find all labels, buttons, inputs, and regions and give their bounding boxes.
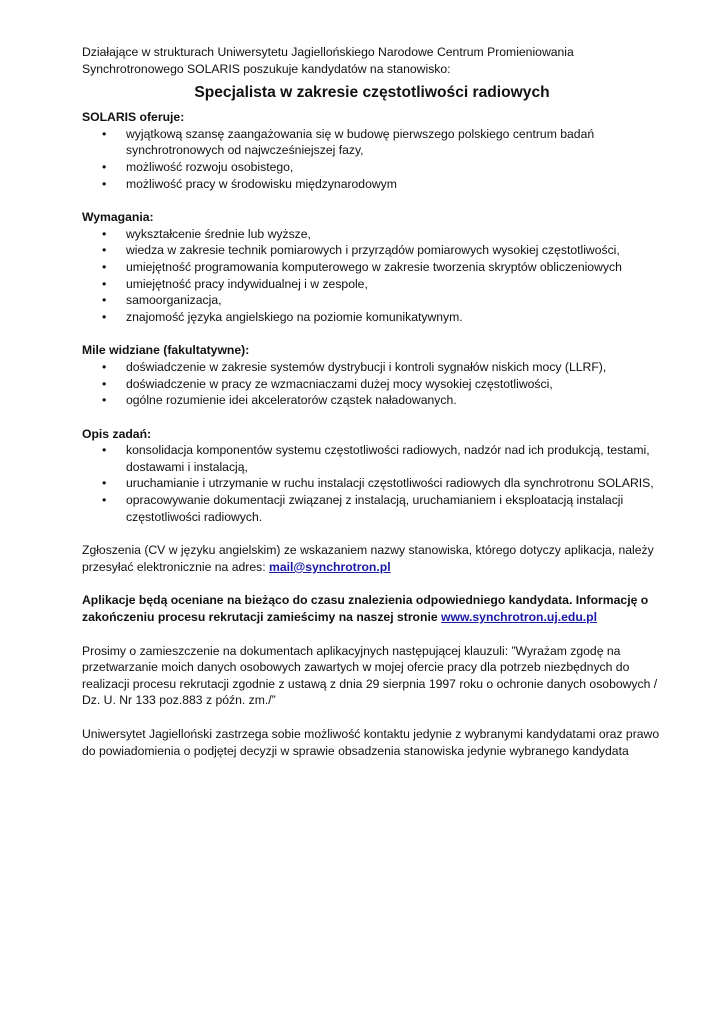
- bullet-icon: •: [102, 493, 107, 508]
- bullet-icon: •: [102, 276, 107, 291]
- bullet-icon: •: [102, 126, 107, 141]
- section-requirements: [82, 209, 662, 325]
- list-item: • umiejętność pracy indywidualnej i w zespole,: [102, 276, 368, 291]
- bullet-icon: •: [102, 226, 107, 241]
- bullet-icon: •: [102, 293, 107, 308]
- section-offer: [82, 109, 662, 192]
- disclaimer-paragraph: Uniwersytet Jagielloński zastrzega sobie możliwość kontaktu jedynie z wybranymi kandydatami oraz prawo do powiadomienia o podjętej decyzji w sprawie obsadzenia stanowiska jedynie wybranego kandydata: [82, 727, 660, 758]
- list-item: • umiejętność programowania komputerowego w zakresie tworzenia skryptów obliczeniowych: [102, 259, 622, 274]
- consent-clause-paragraph: Prosimy o zamieszczenie na dokumentach aplikacyjnych następującej klauzuli: ”Wyrażam zgodę na przetwarzanie moich danych osobowych zawartych w mojej ofercie pracy dla potrzeb niezbędnych do realizacji procesu rekrutacji zgodnie z ustawą z dnia 29 sierpnia 1997 roku o ochronie danych osobowych / Dz. U. Nr 133 poz.883 z późn. zm./”: [82, 643, 658, 708]
- document-body: [82, 44, 662, 759]
- email-link[interactable]: mail@synchrotron.pl: [268, 559, 391, 574]
- list-item: • uruchamianie i utrzymanie w ruchu instalacji częstotliwości radiowych dla synchrotronu SOLARIS,: [102, 476, 654, 491]
- evaluation-paragraph: [82, 592, 662, 625]
- bullet-icon: •: [102, 393, 107, 408]
- section-nice-to-have: [82, 342, 662, 408]
- bullet-icon: •: [102, 359, 107, 374]
- list-item: • doświadczenie w pracy ze wzmacniaczami dużej mocy wysokiej częstotliwości,: [102, 376, 553, 391]
- bullet-list: [82, 226, 662, 326]
- intro-paragraph: Działające w strukturach Uniwersytetu Jagiellońskiego Narodowe Centrum Promieniowania Synchrotronowego SOLARIS poszukuje kandydatów na stanowisko:: [82, 45, 574, 76]
- bullet-icon: •: [102, 476, 107, 491]
- section-heading: Mile widziane (fakultatywne):: [82, 343, 250, 358]
- application-text: Zgłoszenia (CV w języku angielskim) ze wskazaniem nazwy stanowiska, którego dotyczy aplikacja, należy przesyłać elektronicznie na adres:: [82, 543, 654, 574]
- bullet-icon: •: [102, 176, 107, 191]
- bullet-icon: •: [102, 309, 107, 324]
- bullet-icon: •: [102, 259, 107, 274]
- section-heading: Opis zadań:: [82, 426, 152, 441]
- bullet-list: [82, 359, 662, 409]
- section-tasks: [82, 426, 662, 526]
- bullet-icon: •: [102, 443, 107, 458]
- list-item: • możliwość pracy w środowisku międzynarodowym: [102, 176, 397, 191]
- bullet-icon: •: [102, 376, 107, 391]
- list-item: • wykształcenie średnie lub wyższe,: [102, 226, 311, 241]
- list-item: • wyjątkową szansę zaangażowania się w budowę pierwszego polskiego centrum badań synchrotronowych od najwcześniejszej fazy,: [102, 126, 595, 158]
- website-link[interactable]: www.synchrotron.uj.edu.pl: [441, 610, 597, 625]
- evaluation-text: Aplikacje będą oceniane na bieżąco do czasu znalezienia odpowiedniego kandydata. Informację o zakończeniu procesu rekrutacji zamieścimy na naszej stronie: [82, 593, 649, 625]
- bullet-list: [82, 126, 662, 192]
- list-item: • ogólne rozumienie idei akceleratorów cząstek naładowanych.: [102, 393, 457, 408]
- list-item: • wiedza w zakresie technik pomiarowych i przyrządów pomiarowych wysokiej częstotliwości,: [102, 243, 620, 258]
- list-item: • możliwość rozwoju osobistego,: [102, 159, 294, 174]
- application-paragraph: [82, 542, 662, 575]
- list-item: • doświadczenie w zakresie systemów dystrybucji i kontroli sygnałów niskich mocy (LLRF),: [102, 359, 607, 374]
- bullet-list: [82, 442, 662, 525]
- list-item: • konsolidacja komponentów systemu częstotliwości radiowych, nadzór nad ich produkcją, testami, dostawami i instalacją,: [102, 443, 650, 474]
- list-item: • znajomość języka angielskiego na poziomie komunikatywnym.: [102, 309, 463, 324]
- section-heading: SOLARIS oferuje:: [82, 110, 185, 125]
- list-item: • opracowywanie dokumentacji związanej z instalacją, uruchamianiem i eksploatacją instalacji częstotliwości radiowych.: [102, 493, 624, 524]
- job-title: Specjalista w zakresie częstotliwości radiowych: [194, 84, 550, 102]
- bullet-icon: •: [102, 159, 107, 174]
- section-heading: Wymagania:: [82, 210, 154, 225]
- list-item: • samoorganizacja,: [102, 293, 222, 308]
- bullet-icon: •: [102, 243, 107, 258]
